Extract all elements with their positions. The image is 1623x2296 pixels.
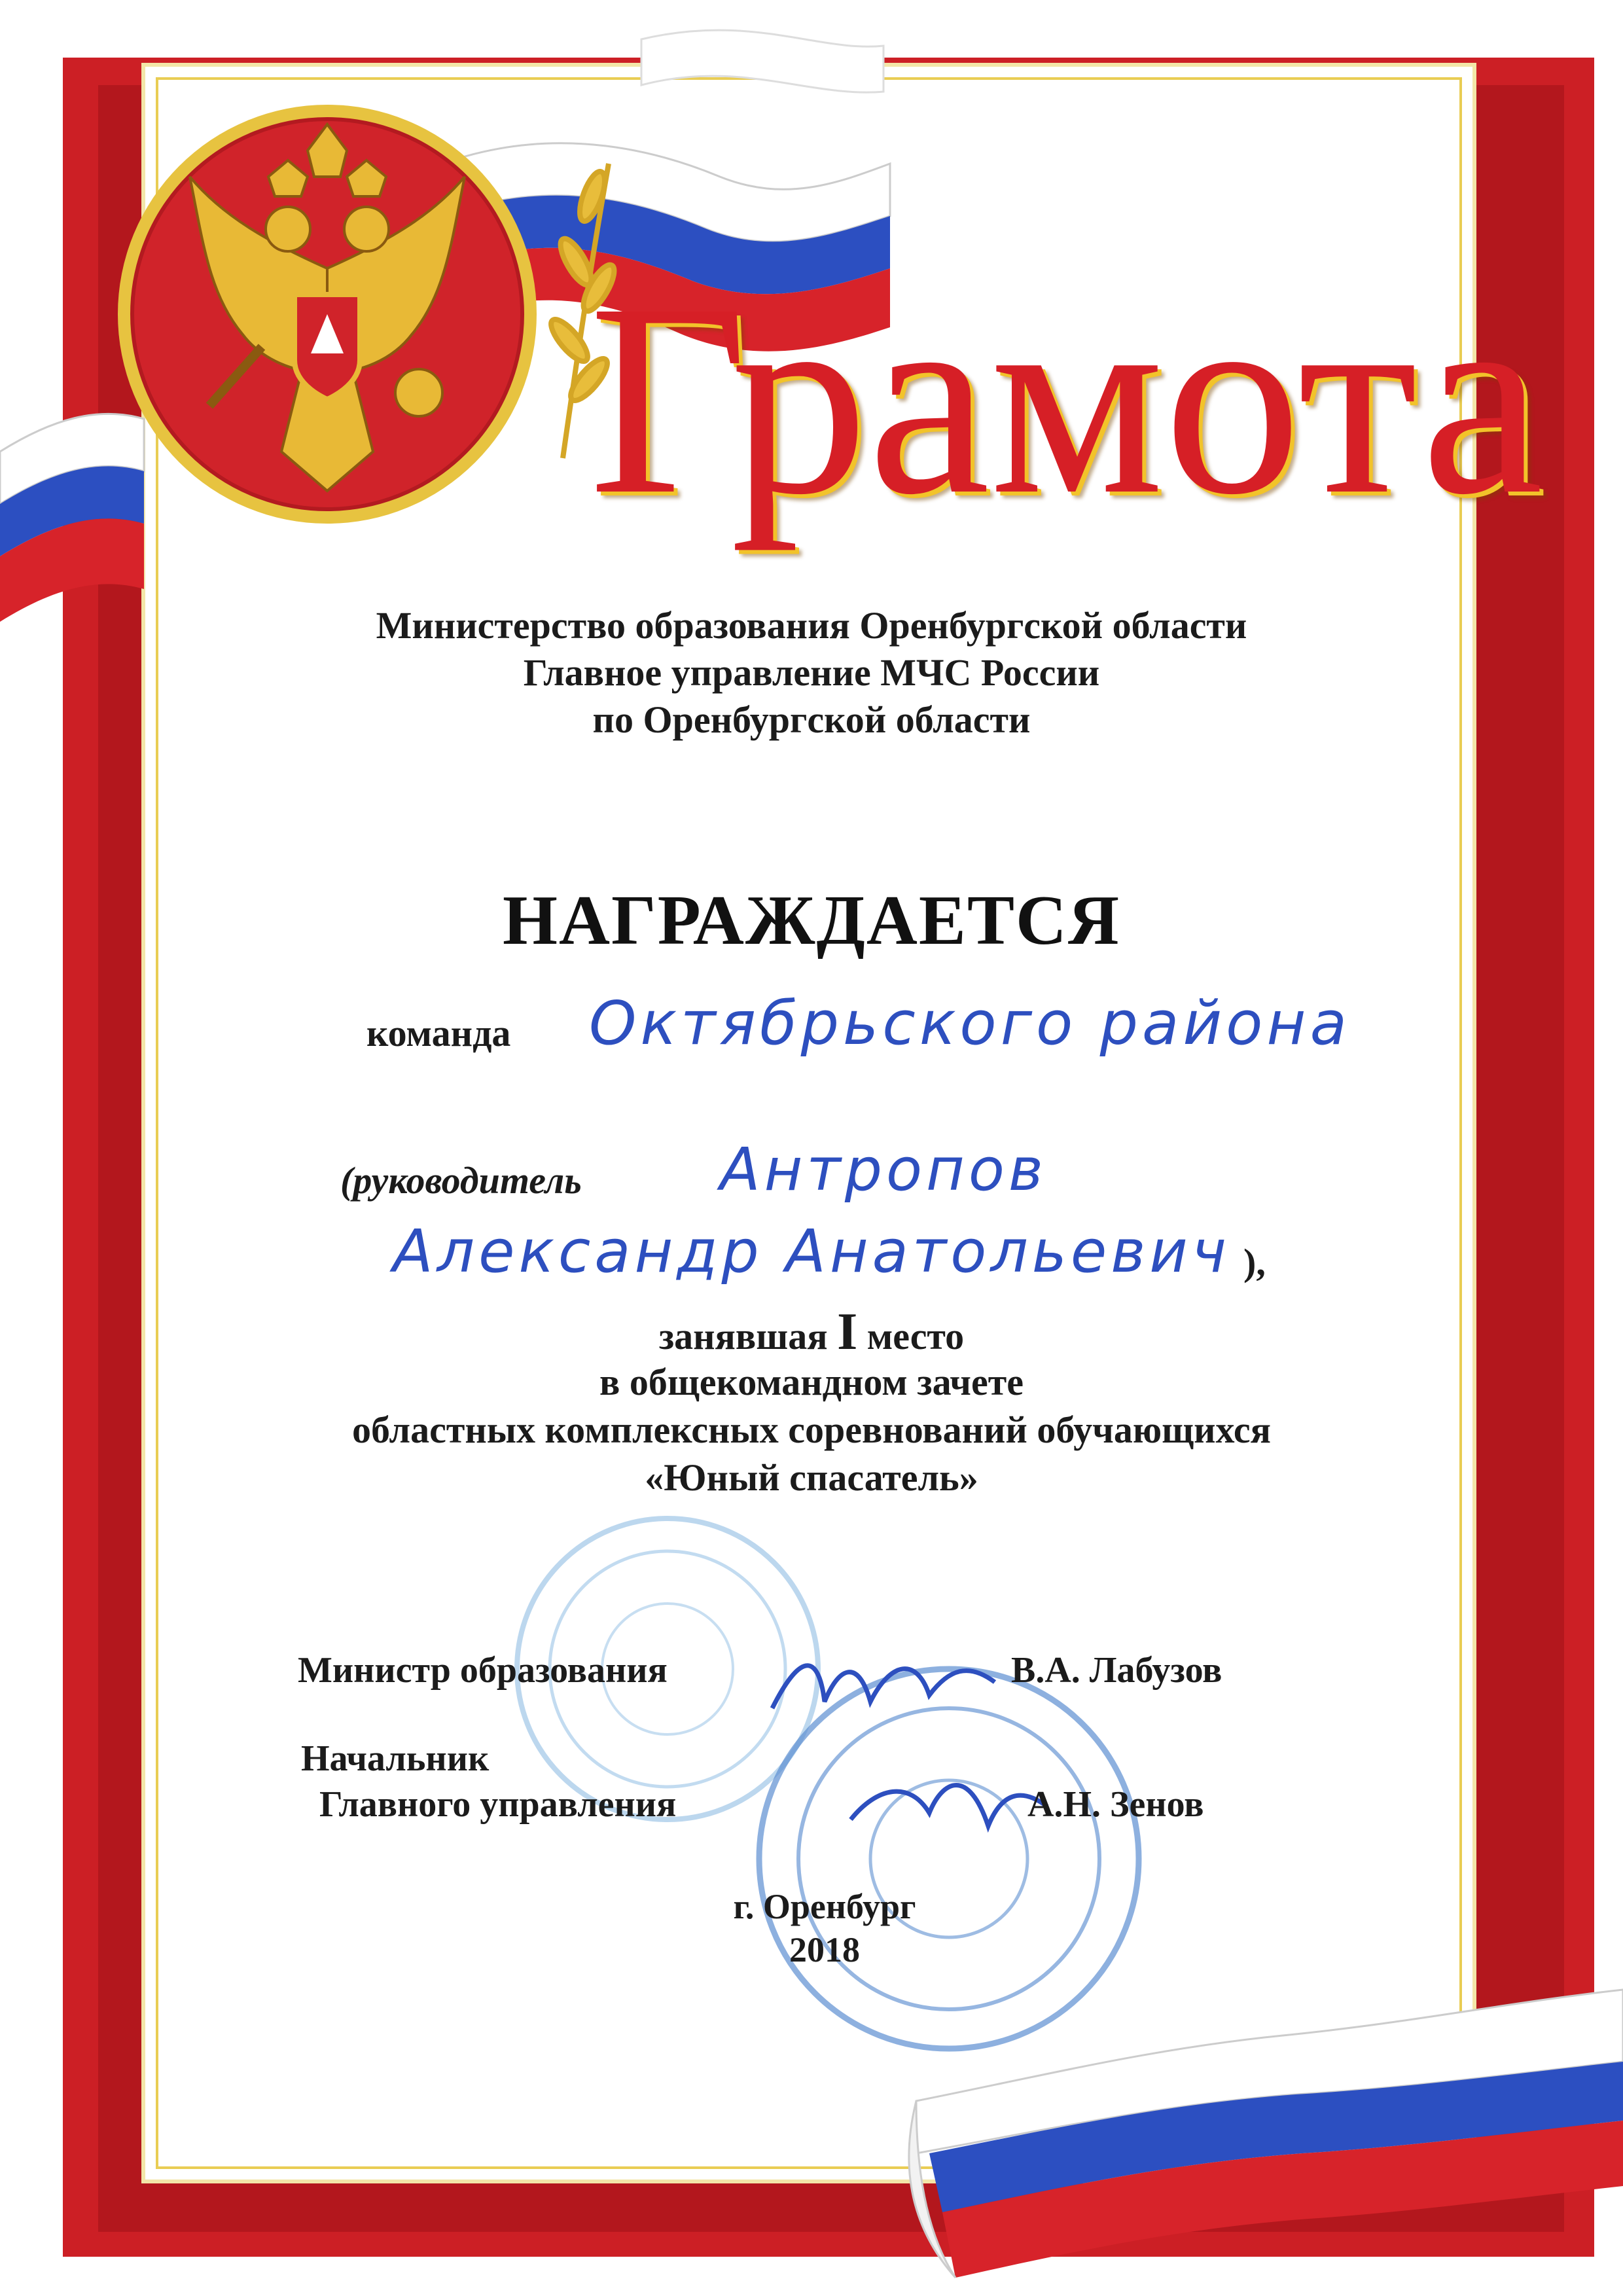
leader-name-handwritten: Александр Анатольевич [393,1217,1230,1286]
signatory-position: Министр образования [298,1650,668,1691]
signatory-name: А.Н. Зенов [1027,1784,1204,1825]
body-text [196,1358,1427,1501]
handwritten-signature [759,1630,1034,1748]
leader-close: ), [1243,1241,1266,1283]
leader-surname-handwritten: Антропов [720,1136,1047,1204]
body-line: «Юный спасатель» [645,1456,978,1499]
russian-coat-of-arms-icon [111,98,543,530]
place-prefix: занявшая [658,1315,828,1357]
place-numeral: I [837,1303,858,1361]
issuer-line: Главное управление МЧС России [523,651,1100,694]
awarded-heading: НАГРАЖДАЕТСЯ [502,882,1120,960]
team-name-handwritten: Октябрьского района [589,988,1351,1058]
year: 2018 [789,1930,860,1969]
issuer-line: по Оренбургской области [592,698,1031,741]
leader-label: (руководитель [340,1159,582,1202]
signatory-name: В.А. Лабузов [1011,1650,1222,1691]
body-line: в общекомандном зачете [599,1361,1024,1403]
signatory-position: Главного управления [319,1784,677,1825]
team-label: команда [366,1012,511,1054]
city: г. Оренбург [733,1887,916,1926]
issuer-line: Министерство образования Оренбургской области [376,604,1247,647]
issuer-block [196,602,1427,744]
body-line: областных комплексных соревнований обучающихся [352,1408,1271,1451]
place-date [694,1885,955,1971]
certificate-title: Грамота [589,247,1544,551]
handwritten-signature [838,1748,1060,1865]
place-line [196,1302,1427,1362]
place-suffix: место [866,1315,965,1357]
signatory-position: Начальник [301,1738,490,1779]
